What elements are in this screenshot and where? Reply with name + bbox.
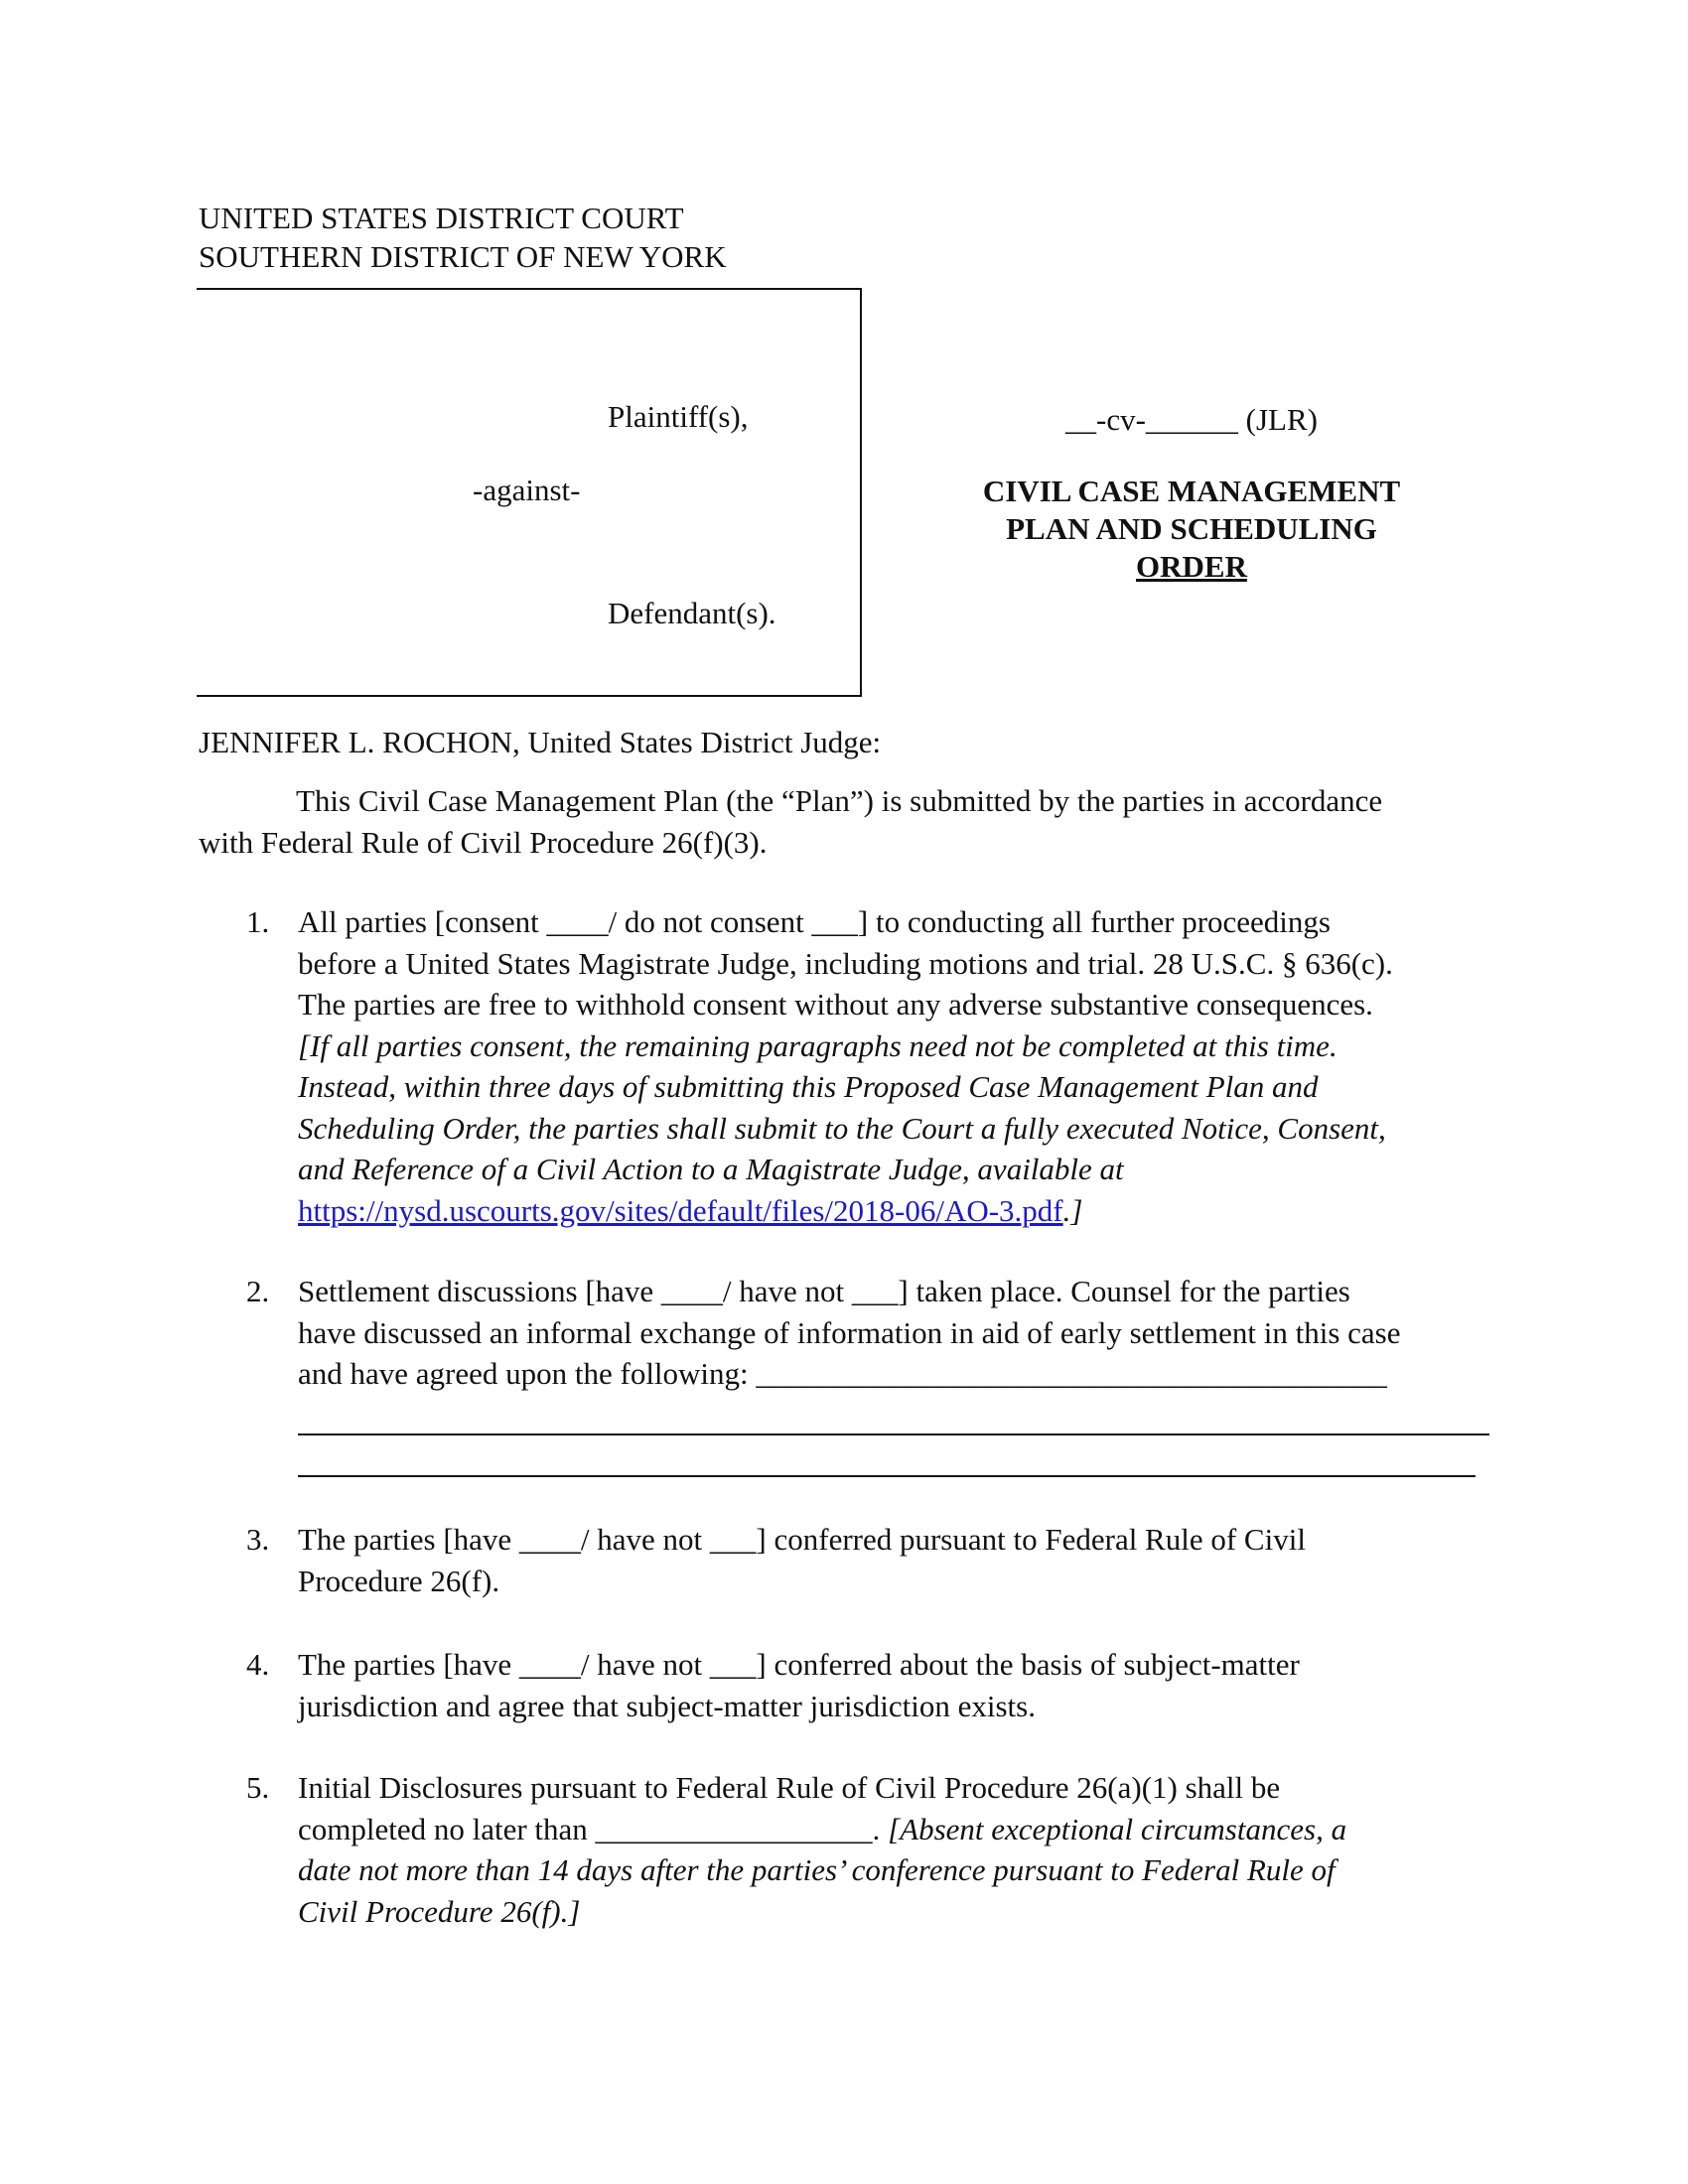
- item-number: 3.: [246, 1522, 270, 1557]
- item-italic-line: [If all parties consent, the remaining paragraphs need not be completed at this time.: [298, 1027, 1337, 1063]
- item-number: 4.: [246, 1647, 270, 1682]
- item-text: [298, 901, 1489, 1231]
- plaintiff-label: Plaintiff(s),: [608, 399, 749, 434]
- defendant-label: Defendant(s).: [608, 596, 776, 630]
- court-line-1: UNITED STATES DISTRICT COURT: [199, 201, 684, 235]
- case-number: __-cv-______ (JLR): [1065, 402, 1318, 437]
- court-name: [199, 199, 727, 276]
- link-suffix: .]: [1062, 1192, 1083, 1228]
- intro-paragraph: [199, 780, 1382, 864]
- item-mixed-line: [298, 1809, 1489, 1850]
- item-italic-line: Instead, within three days of submitting this Proposed Case Management Plan and: [298, 1069, 1319, 1104]
- item-text: [298, 1519, 1489, 1601]
- title-line-1: CIVIL CASE MANAGEMENT: [982, 474, 1401, 508]
- court-line-2: SOUTHERN DISTRICT OF NEW YORK: [199, 239, 727, 274]
- item-number: 5.: [246, 1770, 270, 1805]
- judge-line: JENNIFER L. ROCHON, United States District Judge:: [199, 725, 882, 759]
- intro-line-1: This Civil Case Management Plan (the “Plan”) is submitted by the parties in accordance: [296, 783, 1383, 818]
- item-line: have discussed an informal exchange of information in aid of early settlement in this case: [298, 1314, 1401, 1350]
- title-line-3: ORDER: [1136, 549, 1247, 584]
- item-line: Initial Disclosures pursuant to Federal Rule of Civil Procedure 26(a)(1) shall be: [298, 1770, 1281, 1805]
- against-label: -against-: [473, 473, 581, 507]
- item-italic-line: Scheduling Order, the parties shall submit to the Court a fully executed Notice, Consent,: [298, 1110, 1386, 1146]
- item-number: 2.: [246, 1274, 270, 1308]
- link-line: [298, 1190, 1489, 1232]
- document-title: [894, 473, 1489, 586]
- item-line: All parties [consent ____/ do not consent ___] to conducting all further proceedings: [298, 904, 1331, 939]
- title-line-2: PLAN AND SCHEDULING: [1006, 511, 1377, 546]
- item-text: [298, 1271, 1489, 1395]
- item-line: jurisdiction and agree that subject-matter jurisdiction exists.: [298, 1688, 1036, 1723]
- item-italic-line: Civil Procedure 26(f).]: [298, 1893, 581, 1929]
- item-line: Settlement discussions [have ____/ have not ___] taken place. Counsel for the parties: [298, 1274, 1350, 1308]
- item-line: and have agreed upon the following: _________________________________________: [298, 1356, 1387, 1391]
- item-line: The parties [have ____/ have not ___] conferred pursuant to Federal Rule of Civil: [298, 1522, 1306, 1557]
- item-italic-line: and Reference of a Civil Action to a Magistrate Judge, available at: [298, 1152, 1124, 1186]
- item-line: The parties [have ____/ have not ___] conferred about the basis of subject-matter: [298, 1647, 1300, 1682]
- item-line: The parties are free to withhold consent without any adverse substantive consequences.: [298, 987, 1373, 1022]
- item-text: [298, 1767, 1489, 1932]
- item-number: 1.: [246, 904, 270, 939]
- item-line-normal-part: completed no later than __________________.: [298, 1811, 889, 1846]
- item-line: before a United States Magistrate Judge, including motions and trial. 28 U.S.C. § 636(c).: [298, 945, 1393, 981]
- item-line: Procedure 26(f).: [298, 1563, 500, 1598]
- item-text: [298, 1644, 1489, 1726]
- intro-line-2: with Federal Rule of Civil Procedure 26(f)(3).: [199, 825, 768, 860]
- settlement-blank-line-1[interactable]: [298, 1433, 1489, 1435]
- settlement-blank-line-2[interactable]: [298, 1475, 1476, 1477]
- item-line-italic-part: [Absent exceptional circumstances, a: [888, 1811, 1347, 1846]
- item-italic-line: date not more than 14 days after the parties’ conference pursuant to Federal Rule of: [298, 1852, 1336, 1887]
- ao3-form-link[interactable]: https://nysd.uscourts.gov/sites/default/files/2018-06/AO-3.pdf: [298, 1192, 1063, 1228]
